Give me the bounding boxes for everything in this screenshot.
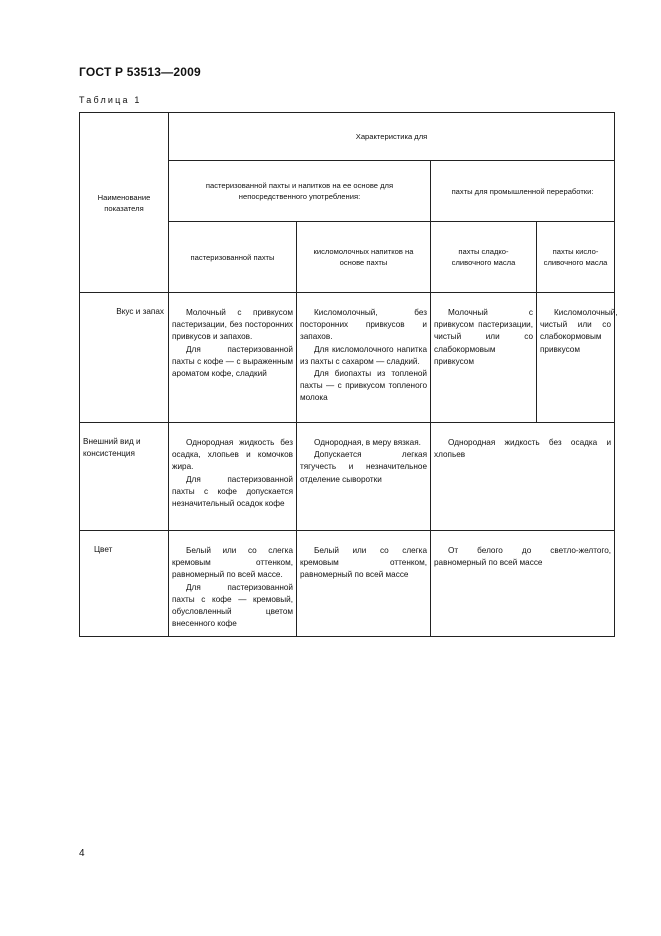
header-col-fermented: кисломолочных напитков на основе пахты xyxy=(297,222,431,293)
cell-pasteurized: Белый или со слегка кремовым оттенком, равномерный по всей массе. Для пастеризованной пахты с кофе — кремовый, обусловленный цветом внесенного кофе xyxy=(169,531,297,637)
cell-sweet-cream: Молочный с привкусом пастеризации, чистый или со слабокормовым привкусом xyxy=(431,293,537,423)
cell-fermented: Однородная, в меру вязкая. Допускается легкая тягучесть и незначительное отделение сыворотки xyxy=(297,423,431,531)
table-caption: Таблица 1 xyxy=(79,95,142,105)
table-row xyxy=(80,531,615,637)
characteristics-table xyxy=(79,112,618,637)
cell-pasteurized: Молочный с привкусом пастеризации, без посторонних привкусов и запахов. Для пастеризованной пахты с кофе — с выраженным ароматом кофе, сладкий xyxy=(169,293,297,423)
row-label: Вкус и запах xyxy=(80,293,169,423)
cell-pasteurized: Однородная жидкость без осадка, хлопьев и комочков жира. Для пастеризованной пахты с кофе допускается незначительный осадок кофе xyxy=(169,423,297,531)
cell-fermented: Кисломолочный, без посторонних привкусов и запахов. Для кисломолочного напитка из пахты с сахаром — сладкий. Для биопахты из топленой пахты — с привкусом топленого молока xyxy=(297,293,431,423)
document-title: ГОСТ Р 53513—2009 xyxy=(79,65,201,79)
cell-industrial: От белого до светло-желтого, равномерный по всей массе xyxy=(431,531,615,637)
header-col-pasteurized: пастеризованной пахты xyxy=(169,222,297,293)
row-label: Цвет xyxy=(80,531,169,637)
header-col-sour-cream: пахты кисло-сливочного масла xyxy=(537,222,615,293)
cell-industrial: Однородная жидкость без осадка и хлопьев xyxy=(431,423,615,531)
header-col-sweet-cream: пахты сладко-сливочного масла xyxy=(431,222,537,293)
row-label: Внешний вид и консистенция xyxy=(80,423,169,531)
header-characteristic-for: Характеристика для xyxy=(169,113,615,161)
cell-sour-cream: Кисломолочный, чистый или со слабокормовым привкусом xyxy=(537,293,615,423)
table-row xyxy=(80,293,615,423)
table-row xyxy=(80,423,615,531)
cell-fermented: Белый или со слегка кремовым оттенком, равномерный по всей массе xyxy=(297,531,431,637)
header-indicator-name: Наименование показателя xyxy=(80,113,169,293)
header-group-industrial: пахты для промышленной переработки: xyxy=(431,161,615,222)
page-number: 4 xyxy=(79,848,85,859)
header-group-direct: пастеризованной пахты и напитков на ее основе для непосредственного употребления: xyxy=(169,161,431,222)
